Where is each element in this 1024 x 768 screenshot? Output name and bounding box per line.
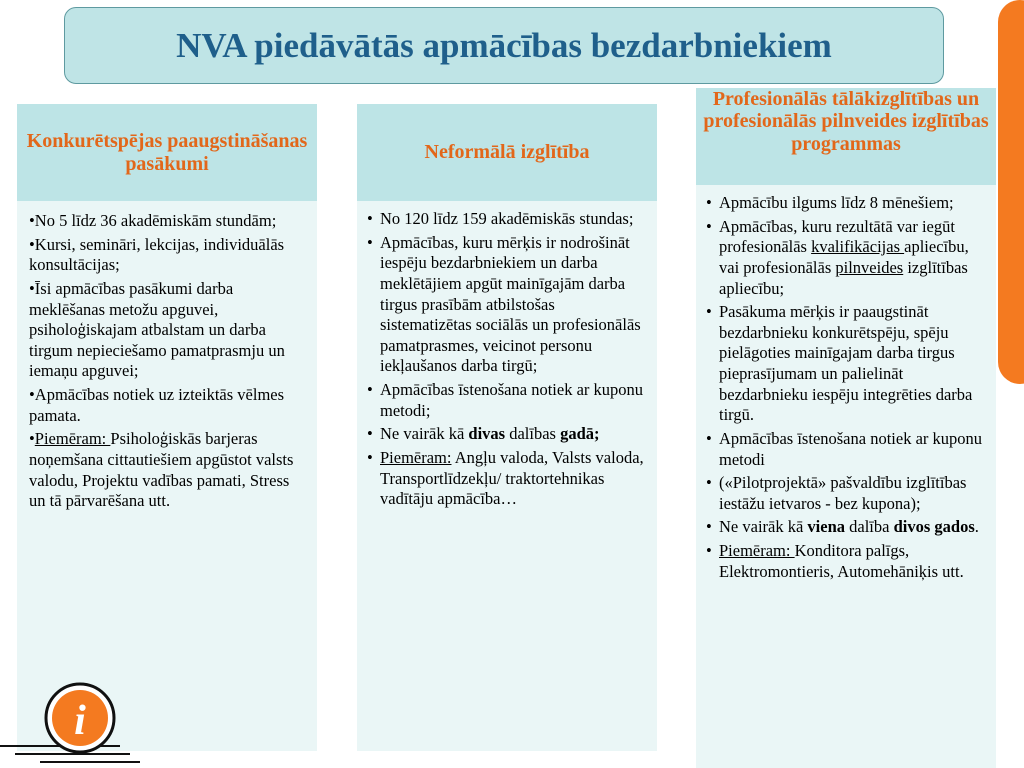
item-text: . [974,517,979,537]
list-item [367,233,645,377]
column-heading: Konkurētspējas paaugstināšanas pasākumi [17,104,317,201]
bullet: • [29,429,35,449]
item-text: Ne vairāk kā [380,424,469,444]
item-text: («Pilotprojektā» pašvaldību izglītības iestāžu ietvaros - bez kupona); [719,473,967,513]
list-item [29,429,305,512]
item-text: dalība [845,517,894,537]
item-text-bold: viena [807,517,846,537]
bullet: • [367,447,373,467]
column-nonformal-education [357,104,657,751]
bullet-list [706,193,986,582]
item-text: Pasākuma mērķis ir paaugstināt bezdarbnieku konkurētspēju, spēju pielāgoties mainīgajam darba tirgus pieprasījumam un palielināt bezdarbnieku iespēju integrēties darba tirgū. [719,302,973,425]
column-professional-education [696,88,996,768]
item-text-underlined: pilnveides [835,257,904,277]
item-text: izglītības apliecību; [719,257,968,298]
column-competitiveness [17,104,317,751]
bullet: • [706,517,712,537]
list-item [706,541,986,582]
bullet: • [706,473,712,493]
bullet: • [367,424,373,444]
bullet: • [706,216,712,236]
item-text: Apmācības, kuru mērķis ir nodrošināt iespēju bezdarbniekiem un darba meklētājiem apgūt mainīgajām darba tirgus prasībām atbilstošas sistematizētas sociālās un profesionālās pamatprasmes, veicinot personu iekļaušanos darba tirgū; [380,232,641,376]
item-text: Apmācības īstenošana notiek ar kuponu metodi; [380,380,644,420]
list-item [706,429,986,470]
bullet: • [367,380,373,399]
list-item [706,193,986,214]
orange-accent-bar [998,0,1024,384]
list-item: •Apmācības notiek uz izteiktās vēlmes pamata. [29,385,285,425]
item-text: Apmācības īstenošana notiek ar kuponu metodi [719,428,983,469]
bullet: • [706,428,712,448]
item-text: apliecību, vai profesionālās [719,237,969,277]
bullet: • [706,541,712,560]
bullet: • [706,302,712,322]
list-item: •Kursi, semināri, lekcijas, individuālās konsultācijas; [29,234,285,275]
list-item [367,209,645,230]
item-text-bold: gadā; [560,424,600,444]
page-title: NVA piedāvātās apmācības bezdarbniekiem [176,25,832,65]
bullet-list [367,209,645,510]
list-item: •Īsi apmācības pasākumi darba meklēšanas metožu apguvei, psiholoģiskajam atbalstam un darba tirgum nepieciešamo pamatprasmju un iemaņu apguvei; [29,278,285,381]
list-item [367,380,645,421]
list-item [706,473,986,514]
column-body [357,201,657,751]
list-item: •No 5 līdz 36 akadēmiskām stundām; [29,211,277,230]
list-item [706,517,986,538]
bullet-list [29,211,305,512]
info-icon [0,660,140,768]
column-heading: Profesionālās tālākizglītības un profesionālās pilnveides izglītības programmas [696,88,996,185]
item-text: No 120 līdz 159 akadēmiskās stundas; [380,209,634,228]
item-text: Ne vairāk kā [719,517,808,537]
title-banner [64,7,944,84]
column-heading: Neformālā izglītība [357,104,657,201]
bullet: • [706,193,712,212]
example-label: Piemēram: [380,447,452,467]
example-text: Angļu valoda, Valsts valoda, Transportlīdzekļu/ traktortehnikas vadītāju apmācība… [380,447,644,509]
column-body [696,185,996,768]
list-item [706,302,986,426]
item-text-bold: divas [468,424,506,444]
example-label: Piemēram: [719,541,795,560]
example-text: Psiholoģiskās barjeras noņemšana cittautiešiem apgūstot valsts valodu, Projektu vadības pamati, Stress un tā pārvarēšana utt. [29,429,294,511]
info-glyph: i [74,698,86,744]
example-label: Piemēram: [34,429,111,449]
list-item [367,424,645,445]
bullet: • [367,232,373,252]
item-text: Apmācību ilgums līdz 8 mēnešiem; [719,193,954,212]
item-text-underlined: kvalifikācijas [811,237,905,257]
item-text-bold: divos gados [893,517,975,537]
list-item [367,448,645,510]
list-item [706,217,986,300]
item-text: Apmācības, kuru rezultātā var iegūt profesionālās [719,216,955,257]
bullet: • [367,209,373,228]
example-text: Konditora palīgs, Elektromontieris, Automehāniķis utt. [719,541,964,581]
item-text: dalības [505,424,561,444]
